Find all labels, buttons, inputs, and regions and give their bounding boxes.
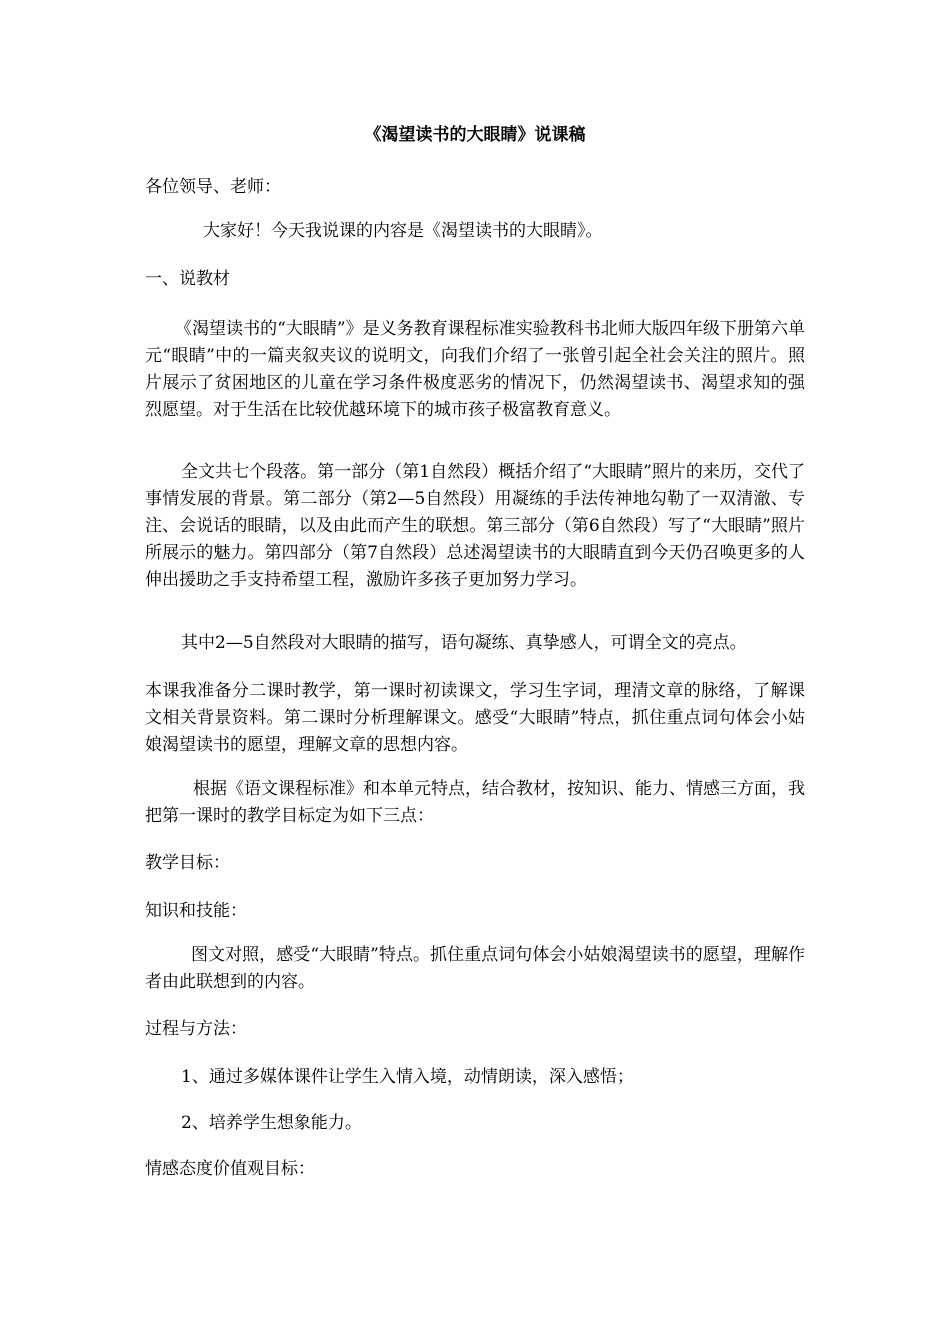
goals-heading: 教学目标： [145,853,230,873]
paragraph-lesson-plan: 本课我准备分二课时教学，第一课时初读课文，学习生字词，理清文章的脉络，了解课文相关背景资料。第二课时分析理解课文。感受“大眼睛”特点，抓住重点词句体会小姑娘渴望读书的愿望，理解文章的思想内容。 [145,681,805,755]
paragraph-textbook-intro: 《渴望读书的“大眼睛”》是义务教育课程标准实验教科书北师大版四年级下册第六单元“眼睛”中的一篇夹叙夹议的说明文，向我们介绍了一张曾引起全社会关注的照片。照片展示了贫困地区的儿童在学习条件极度恶劣的情况下，仍然渴望读书、渴望求知的强烈愿望。对于生活在比较优越环境下的城市孩子极富教育意义。 [145,319,805,420]
section-heading-textbook: 一、说教材 [145,269,230,289]
paragraph-structure: 全文共七个段落。第一部分（第1自然段）概括介绍了“大眼睛”照片的来历，交代了事情发展的背景。第二部分（第2—5自然段）用凝练的手法传神地勾勒了一双清澈、专注、会说话的眼睛，以及由此而产生的联想。第三部分（第6自然段）写了“大眼睛”照片所展示的魅力。第四部分（第7自然段）总述渴望读书的大眼睛直到今天仍召唤更多的人伸出援助之手支持希望工程，激励许多孩子更加努力学习。 [145,462,805,590]
paragraph-objectives-basis: 根据《语文课程标准》和本单元特点，结合教材，按知识、能力、情感三方面，我把第一课时的教学目标定为如下三点： [145,779,805,826]
greeting: 各位领导、老师： [145,177,281,197]
process-item-1: 1、通过多媒体课件让学生入情入境，动情朗读，深入感悟； [181,1067,634,1087]
knowledge-text: 图文对照，感受“大眼睛”特点。抓住重点词句体会小姑娘渴望读书的愿望，理解作者由此联想到的内容。 [145,945,805,992]
paragraph-highlight: 其中2—5自然段对大眼睛的描写，语句凝练、真挚感人，可谓全文的亮点。 [181,633,747,653]
process-item-2: 2、培养学生想象能力。 [181,1113,362,1133]
process-heading: 过程与方法： [145,1019,247,1039]
emotion-heading: 情感态度价值观目标： [145,1159,315,1179]
document-title: 《渴望读书的大眼睛》说课稿 [364,125,586,145]
knowledge-heading: 知识和技能： [145,901,247,921]
intro-paragraph: 大家好！今天我说课的内容是《渴望读书的大眼睛》。 [203,221,603,241]
